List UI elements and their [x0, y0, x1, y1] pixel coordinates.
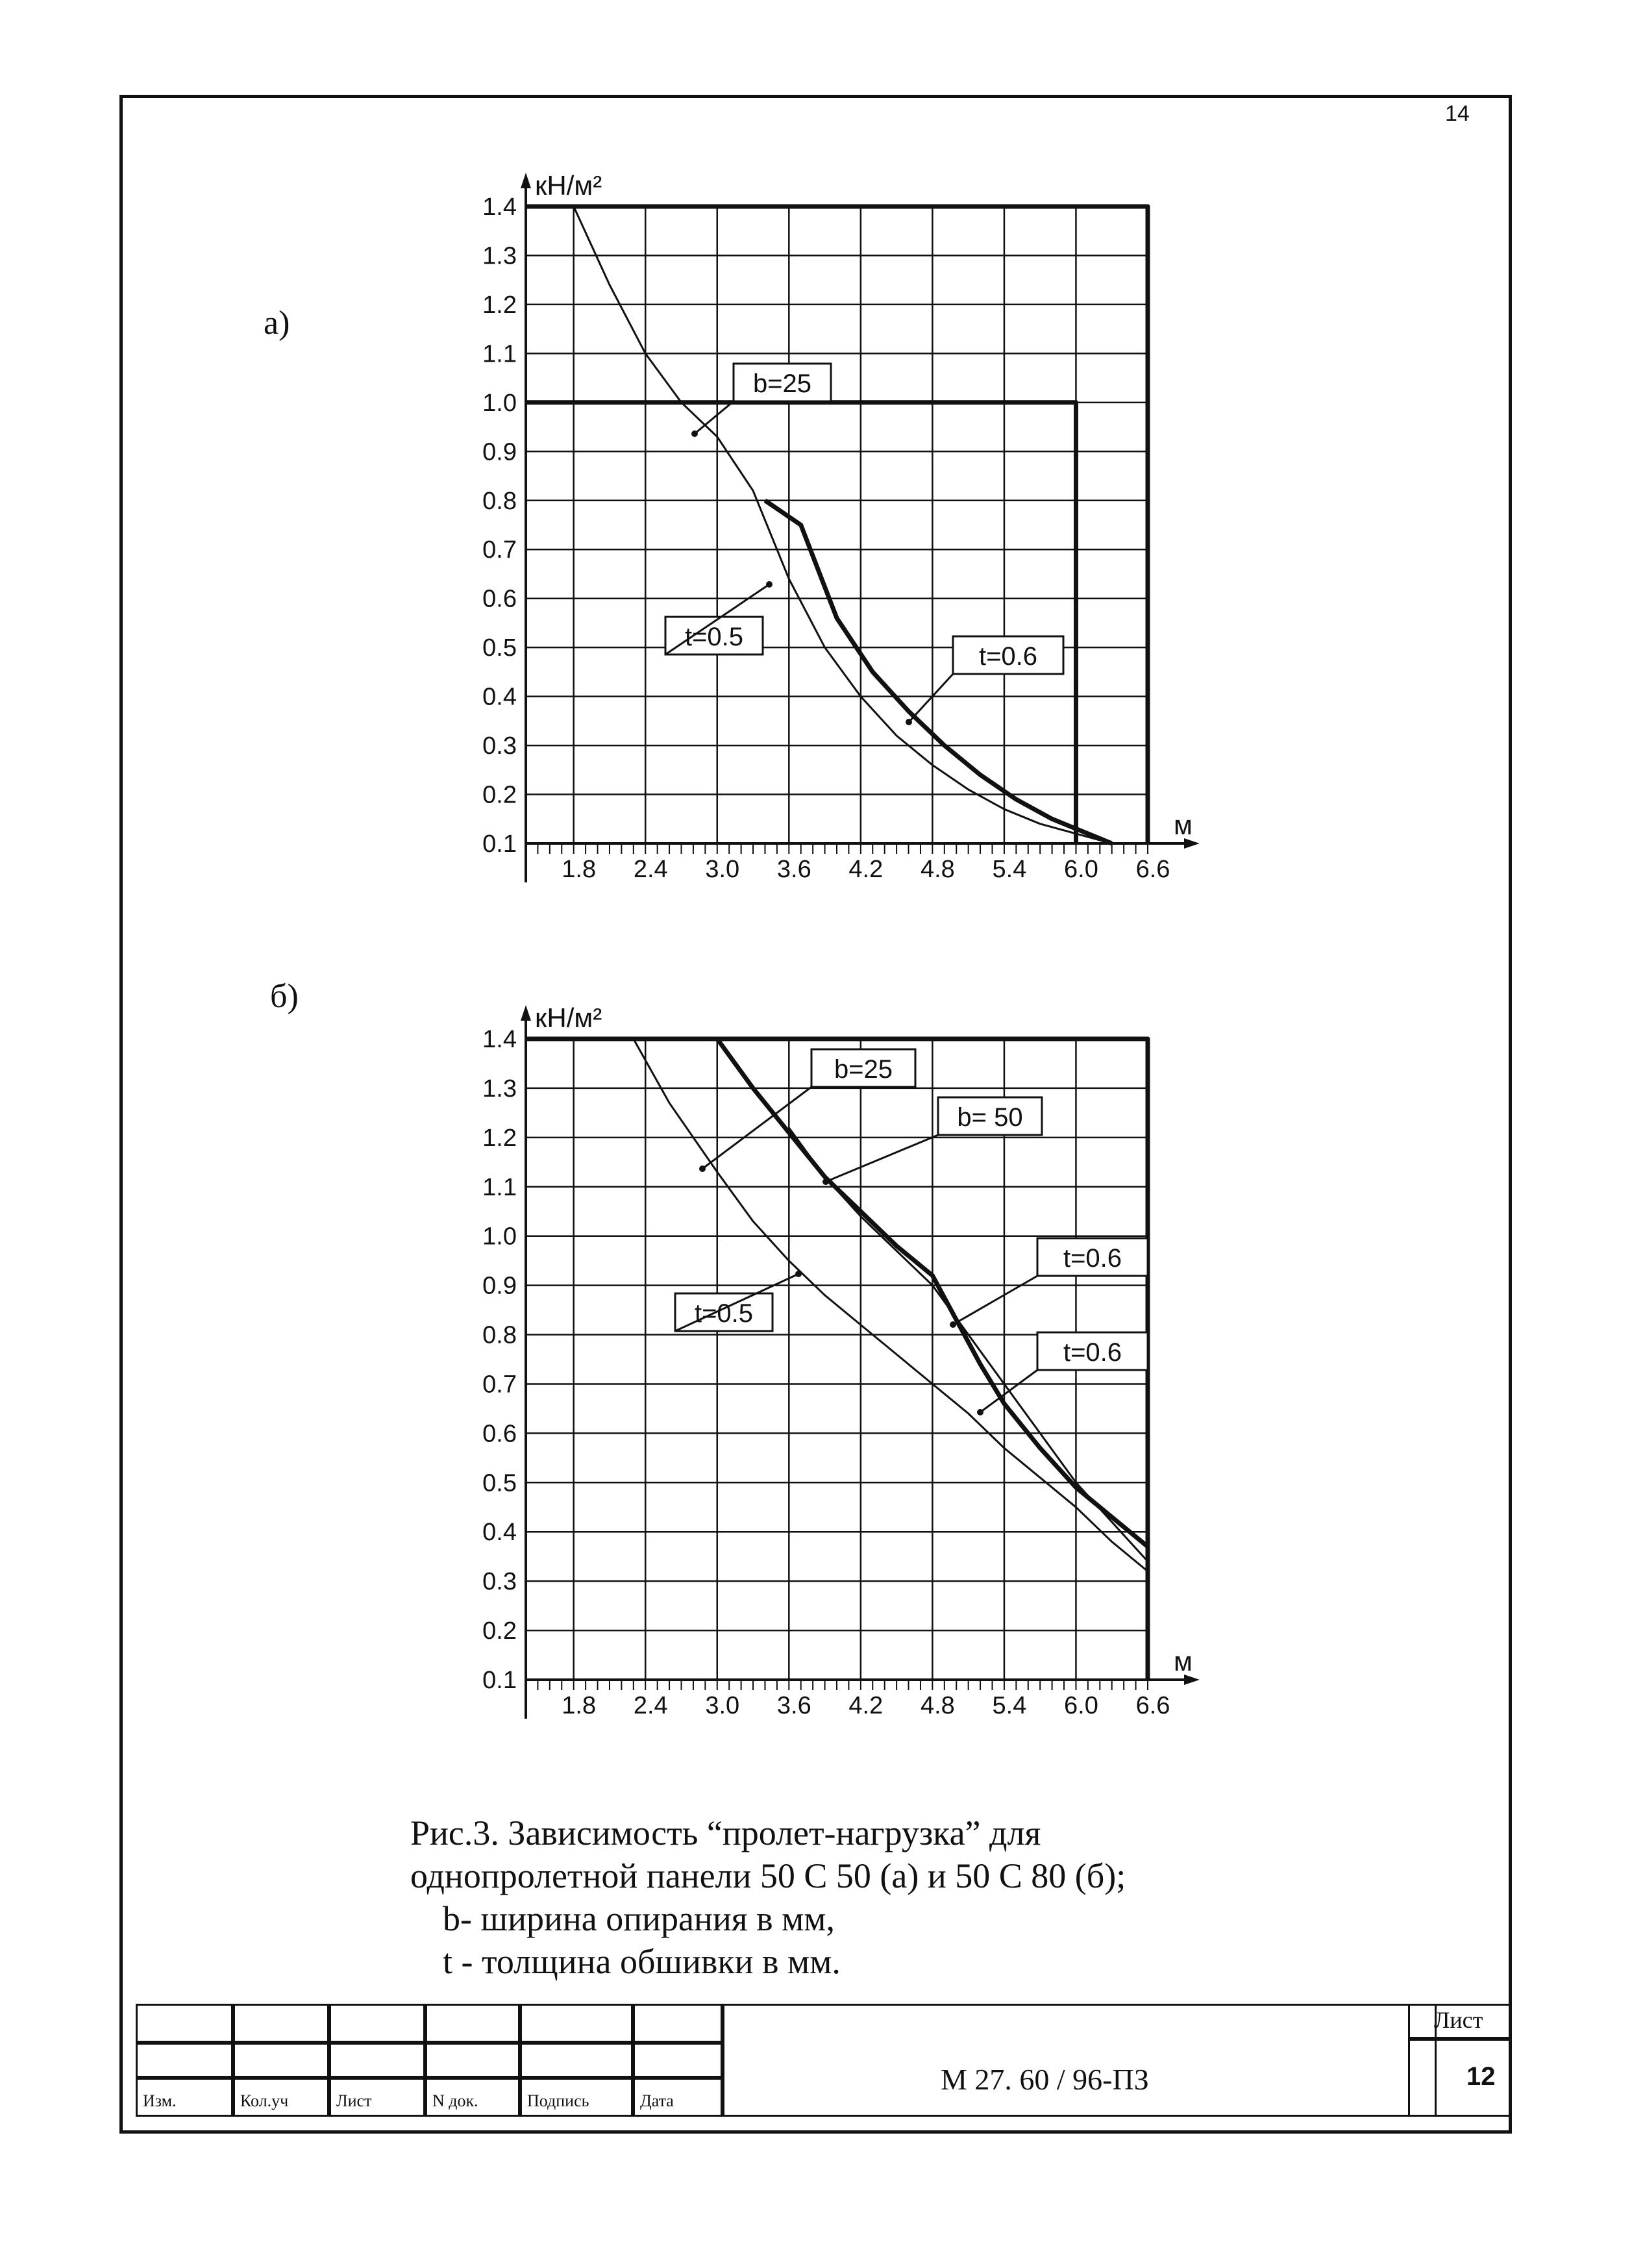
x-tick-label: 6.6: [1135, 1692, 1170, 1719]
series-line: [526, 403, 1076, 843]
y-axis-unit: кН/м²: [535, 1003, 602, 1033]
stamp-cell: [329, 2004, 425, 2043]
annotation-leader: [695, 401, 734, 434]
annotation-label: t=0.6: [1063, 1244, 1122, 1273]
y-tick-label: 0.9: [482, 1272, 517, 1300]
y-tick-label: 0.5: [482, 634, 517, 662]
sheet-number: 12: [1466, 2062, 1496, 2091]
x-axis-unit: м: [1174, 810, 1193, 840]
x-tick-label: 4.2: [848, 1692, 884, 1719]
panel-label-a: а): [264, 305, 290, 342]
stamp-header-izm: Изм.: [143, 2091, 177, 2110]
stamp-cell: [329, 2043, 425, 2078]
stamp-cell: [136, 2004, 233, 2043]
annotation-leader: [702, 1087, 811, 1169]
stamp-cell: [233, 2043, 329, 2078]
y-tick-label: 1.4: [482, 1026, 517, 1053]
annotation-label: b=25: [834, 1055, 893, 1084]
annotation-leader: [953, 1276, 1037, 1325]
y-tick-label: 0.5: [482, 1469, 517, 1497]
y-tick-label: 0.6: [482, 1420, 517, 1448]
y-tick-label: 0.4: [482, 683, 517, 711]
x-tick-label: 4.8: [920, 856, 955, 883]
x-tick-label: 4.2: [848, 856, 884, 883]
stamp-code-cell: [723, 2004, 1437, 2117]
annotation-pointer: [691, 430, 698, 437]
y-tick-label: 1.2: [482, 1124, 517, 1152]
x-tick-label: 3.0: [705, 856, 740, 883]
annotation-pointer: [795, 1271, 802, 1277]
x-tick-label: 3.0: [705, 1692, 740, 1719]
y-axis-arrow: [521, 1005, 531, 1021]
figure-caption: [410, 1812, 1449, 1983]
stamp-header-cell: [233, 2078, 329, 2117]
x-tick-label: 6.6: [1135, 856, 1170, 883]
annotation-pointer: [906, 719, 912, 725]
y-tick-label: 0.2: [482, 1617, 517, 1645]
y-tick-label: 0.7: [482, 1371, 517, 1399]
annotation-pointer: [766, 581, 773, 588]
stamp-cell: [233, 2004, 329, 2043]
annotation-label: t=0.5: [684, 623, 744, 651]
caption-line-1: Рис.3. Зависимость “пролет-нагрузка” для: [410, 1813, 1041, 1852]
annotation-leader: [909, 674, 953, 722]
annotation-pointer: [950, 1321, 956, 1328]
y-tick-label: 1.1: [482, 340, 517, 368]
annotation-pointer: [822, 1178, 829, 1185]
x-tick-label: 2.4: [633, 1692, 668, 1719]
y-tick-label: 0.2: [482, 781, 517, 809]
x-tick-label: 3.6: [776, 1692, 811, 1719]
stamp-cell: [136, 2043, 233, 2078]
annotation-label: t=0.6: [978, 642, 1038, 671]
x-tick-label: 5.4: [992, 1692, 1027, 1719]
y-tick-label: 1.0: [482, 389, 517, 417]
annotation-label: b= 50: [957, 1103, 1023, 1132]
title-block: [136, 2004, 1512, 2134]
x-tick-label: 1.8: [562, 856, 597, 883]
chart-panel-1: [482, 1003, 1200, 1719]
stamp-cell: [633, 2043, 723, 2078]
y-tick-label: 0.3: [482, 732, 517, 760]
stamp-header-cell: [425, 2078, 520, 2117]
x-tick-label: 2.4: [633, 856, 668, 883]
y-tick-label: 1.4: [482, 193, 517, 221]
x-tick-label: 5.4: [992, 856, 1027, 883]
stamp-header-list: Лист: [336, 2091, 372, 2110]
annotation-label: t=0.6: [1063, 1338, 1122, 1367]
y-tick-label: 0.7: [482, 536, 517, 564]
stamp-header-koluch: Кол.уч: [240, 2091, 289, 2110]
y-tick-label: 0.1: [482, 830, 517, 858]
caption-line-2: однопролетной панели 50 С 50 (а) и 50 С 80 (б);: [410, 1856, 1126, 1895]
y-tick-label: 0.6: [482, 585, 517, 613]
annotation-label: t=0.5: [694, 1299, 754, 1328]
stamp-cell: [520, 2043, 633, 2078]
y-tick-label: 1.1: [482, 1173, 517, 1201]
y-tick-label: 0.3: [482, 1568, 517, 1596]
y-tick-label: 0.8: [482, 1321, 517, 1349]
y-axis-arrow: [521, 173, 531, 188]
x-tick-label: 6.0: [1064, 856, 1098, 883]
y-tick-label: 0.4: [482, 1519, 517, 1547]
stamp-cell: [520, 2004, 633, 2043]
series-line: [574, 206, 1112, 843]
y-tick-label: 0.1: [482, 1667, 517, 1694]
chart-panel-0: [482, 170, 1200, 883]
x-tick-label: 1.8: [562, 1692, 597, 1719]
sheet-label: Лист: [1434, 2007, 1483, 2033]
x-axis-unit: м: [1174, 1646, 1193, 1676]
y-tick-label: 0.9: [482, 438, 517, 466]
stamp-sheet-number-cell: [1408, 2039, 1512, 2117]
annotation-label: b=25: [752, 369, 812, 398]
x-tick-label: 4.8: [920, 1692, 955, 1719]
stamp-header-data: Дата: [640, 2091, 674, 2110]
annotation-pointer: [699, 1165, 706, 1172]
stamp-header-ndok: N док.: [432, 2091, 478, 2110]
annotation-pointer: [977, 1409, 983, 1415]
y-tick-label: 1.3: [482, 1075, 517, 1103]
caption-line-3: b- ширина опирания в мм,: [443, 1899, 835, 1938]
x-tick-label: 3.6: [776, 856, 811, 883]
y-tick-label: 1.0: [482, 1223, 517, 1251]
y-tick-label: 1.3: [482, 242, 517, 270]
stamp-cell: [633, 2004, 723, 2043]
stamp-cell: [425, 2043, 520, 2078]
stamp-header-cell: [633, 2078, 723, 2117]
y-tick-label: 1.2: [482, 291, 517, 319]
stamp-header-cell: [136, 2078, 233, 2117]
stamp-header-cell: [520, 2078, 633, 2117]
y-axis-unit: кН/м²: [535, 170, 602, 201]
stamp-header-podpis: Подпись: [527, 2091, 589, 2110]
stamp-header-cell: [329, 2078, 425, 2117]
panel-label-b: б): [270, 978, 299, 1015]
caption-line-4: t - толщина обшивки в мм.: [443, 1942, 841, 1981]
annotation-leader: [826, 1135, 938, 1182]
stamp-cell: [425, 2004, 520, 2043]
y-tick-label: 0.8: [482, 487, 517, 515]
x-tick-label: 6.0: [1064, 1692, 1098, 1719]
top-page-number: 14: [1445, 101, 1470, 126]
document-code: М 27. 60 / 96-ПЗ: [941, 2063, 1149, 2096]
